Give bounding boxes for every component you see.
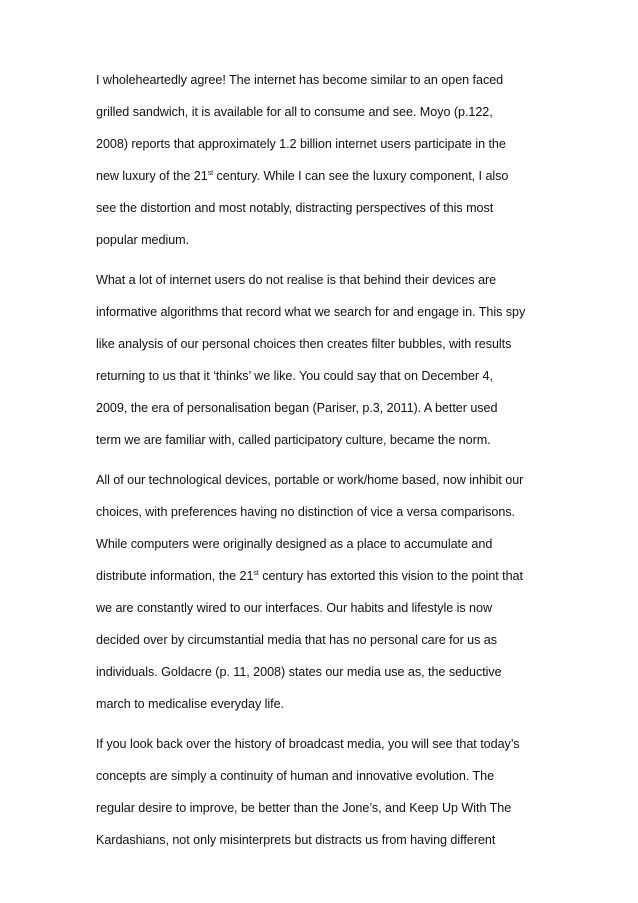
text-line: All of our technological devices, portable or work/home based, now inhibit our [96,473,524,487]
ordinal-suffix: st [207,170,214,177]
text-line: informative algorithms that record what we search for and engage in. This spy [96,305,526,319]
ordinal-suffix: st [253,570,259,577]
text-line: If you look back over the history of broadcast media, you will see that today’s [96,737,520,751]
text-line: Kardashians, not only misinterprets but distracts us from having different [96,833,496,847]
text-line: term we are familiar with, called participatory culture, became the norm. [96,433,491,447]
text-line: popular medium. [96,233,190,247]
text-line: returning to us that it ‘thinks’ we like. You could say that on December 4, [96,369,493,383]
text-line: choices, with preferences having no distinction of vice a versa comparisons. [96,505,516,519]
text-run: century. While I can see the luxury component, I also [213,169,509,183]
text-line: decided over by circumstantial media that has no personal care for us as [96,633,498,647]
text-line: I wholeheartedly agree! The internet has become similar to an open faced [96,73,504,87]
text-line: like analysis of our personal choices then creates filter bubbles, with results [96,337,512,351]
text-line [96,568,523,584]
text-line: we are constantly wired to our interfaces. Our habits and lifestyle is now [96,601,492,615]
text-line: individuals. Goldacre (p. 11, 2008) states our media use as, the seductive [96,665,502,679]
text-line: see the distortion and most notably, distracting perspectives of this most [96,201,494,215]
text-line: 2008) reports that approximately 1.2 billion internet users participate in the [96,137,506,151]
text-run: distribute information, the 21 [96,569,254,583]
text-line: What a lot of internet users do not realise is that behind their devices are [96,273,497,287]
text-run: new luxury of the 21 [96,169,208,183]
text-line: regular desire to improve, be better than the Jone’s, and Keep Up With The [96,801,512,815]
text-line: march to medicalise everyday life. [96,697,284,711]
text-line [96,168,508,184]
text-line: concepts are simply a continuity of human and innovative evolution. The [96,769,495,783]
text-run: century has extorted this vision to the point that [258,569,523,583]
text-line: 2009, the era of personalisation began (Pariser, p.3, 2011). A better used [96,401,498,415]
text-line: grilled sandwich, it is available for all to consume and see. Moyo (p.122, [96,105,493,119]
text-line: While computers were originally designed as a place to accumulate and [96,537,493,551]
